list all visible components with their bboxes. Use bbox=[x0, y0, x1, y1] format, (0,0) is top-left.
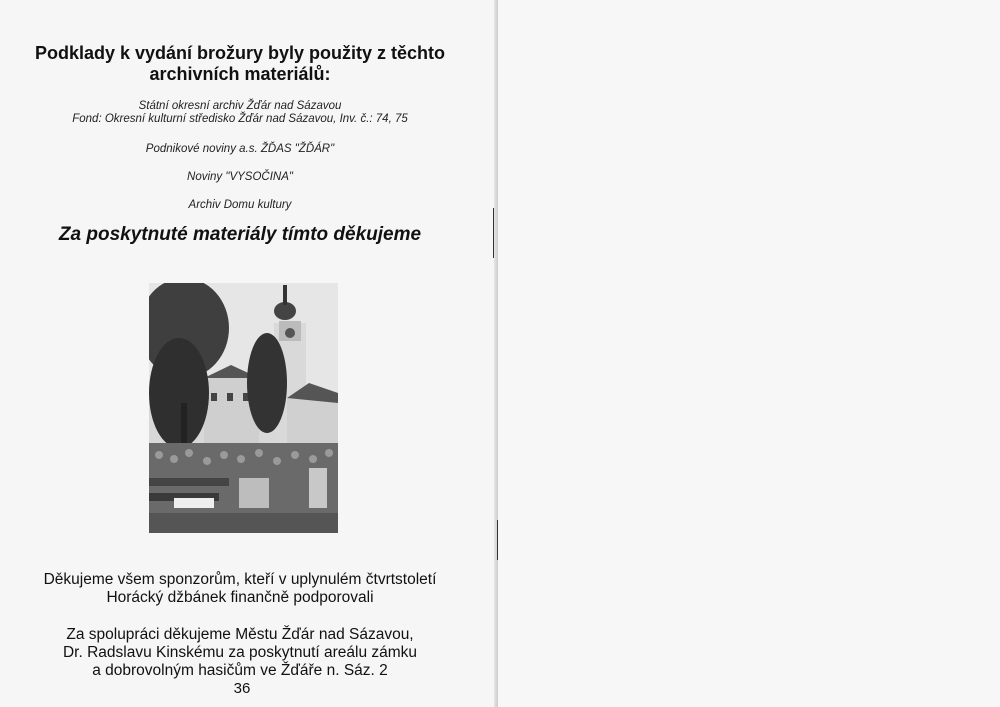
source-state-archive: Státní okresní archiv Žďár nad Sázavou bbox=[138, 100, 342, 112]
source-vysocina: Noviny "VYSOČINA" bbox=[187, 171, 293, 183]
source-company-news: Podnikové noviny a.s. ŽĎAS "ŽĎÁR" bbox=[145, 143, 335, 155]
left-page bbox=[0, 0, 496, 707]
church-crowd-photo bbox=[149, 283, 338, 533]
cooperation-line1: Za spolupráci děkujeme Městu Žďár nad Sázavou, bbox=[66, 626, 414, 643]
gutter-mark bbox=[493, 208, 494, 258]
thanks-heading: Za poskytnuté materiály tímto děkujeme bbox=[58, 224, 422, 245]
archive-heading-line1: Podklady k vydání brožury byly použity z těchto bbox=[34, 43, 446, 63]
cooperation-line3: a dobrovolným hasičům ve Žďáře n. Sáz. 2 bbox=[92, 662, 388, 679]
source-culture-house: Archiv Domu kultury bbox=[188, 199, 292, 211]
source-fond: Fond: Okresní kulturní středisko Žďár nad Sázavou, Inv. č.: 74, 75 bbox=[72, 113, 408, 125]
archive-heading-line2: archivních materiálů: bbox=[149, 64, 331, 84]
sponsors-line1: Děkujeme všem sponzorům, kteří v uplynulém čtvrtstoletí bbox=[43, 571, 437, 588]
page-number: 36 bbox=[233, 680, 251, 697]
right-page-blank bbox=[498, 0, 1000, 707]
cooperation-line2: Dr. Radslavu Kinskému za poskytnutí areálu zámku bbox=[62, 644, 418, 661]
sponsors-line2: Horácký džbánek finančně podporovali bbox=[106, 589, 374, 606]
